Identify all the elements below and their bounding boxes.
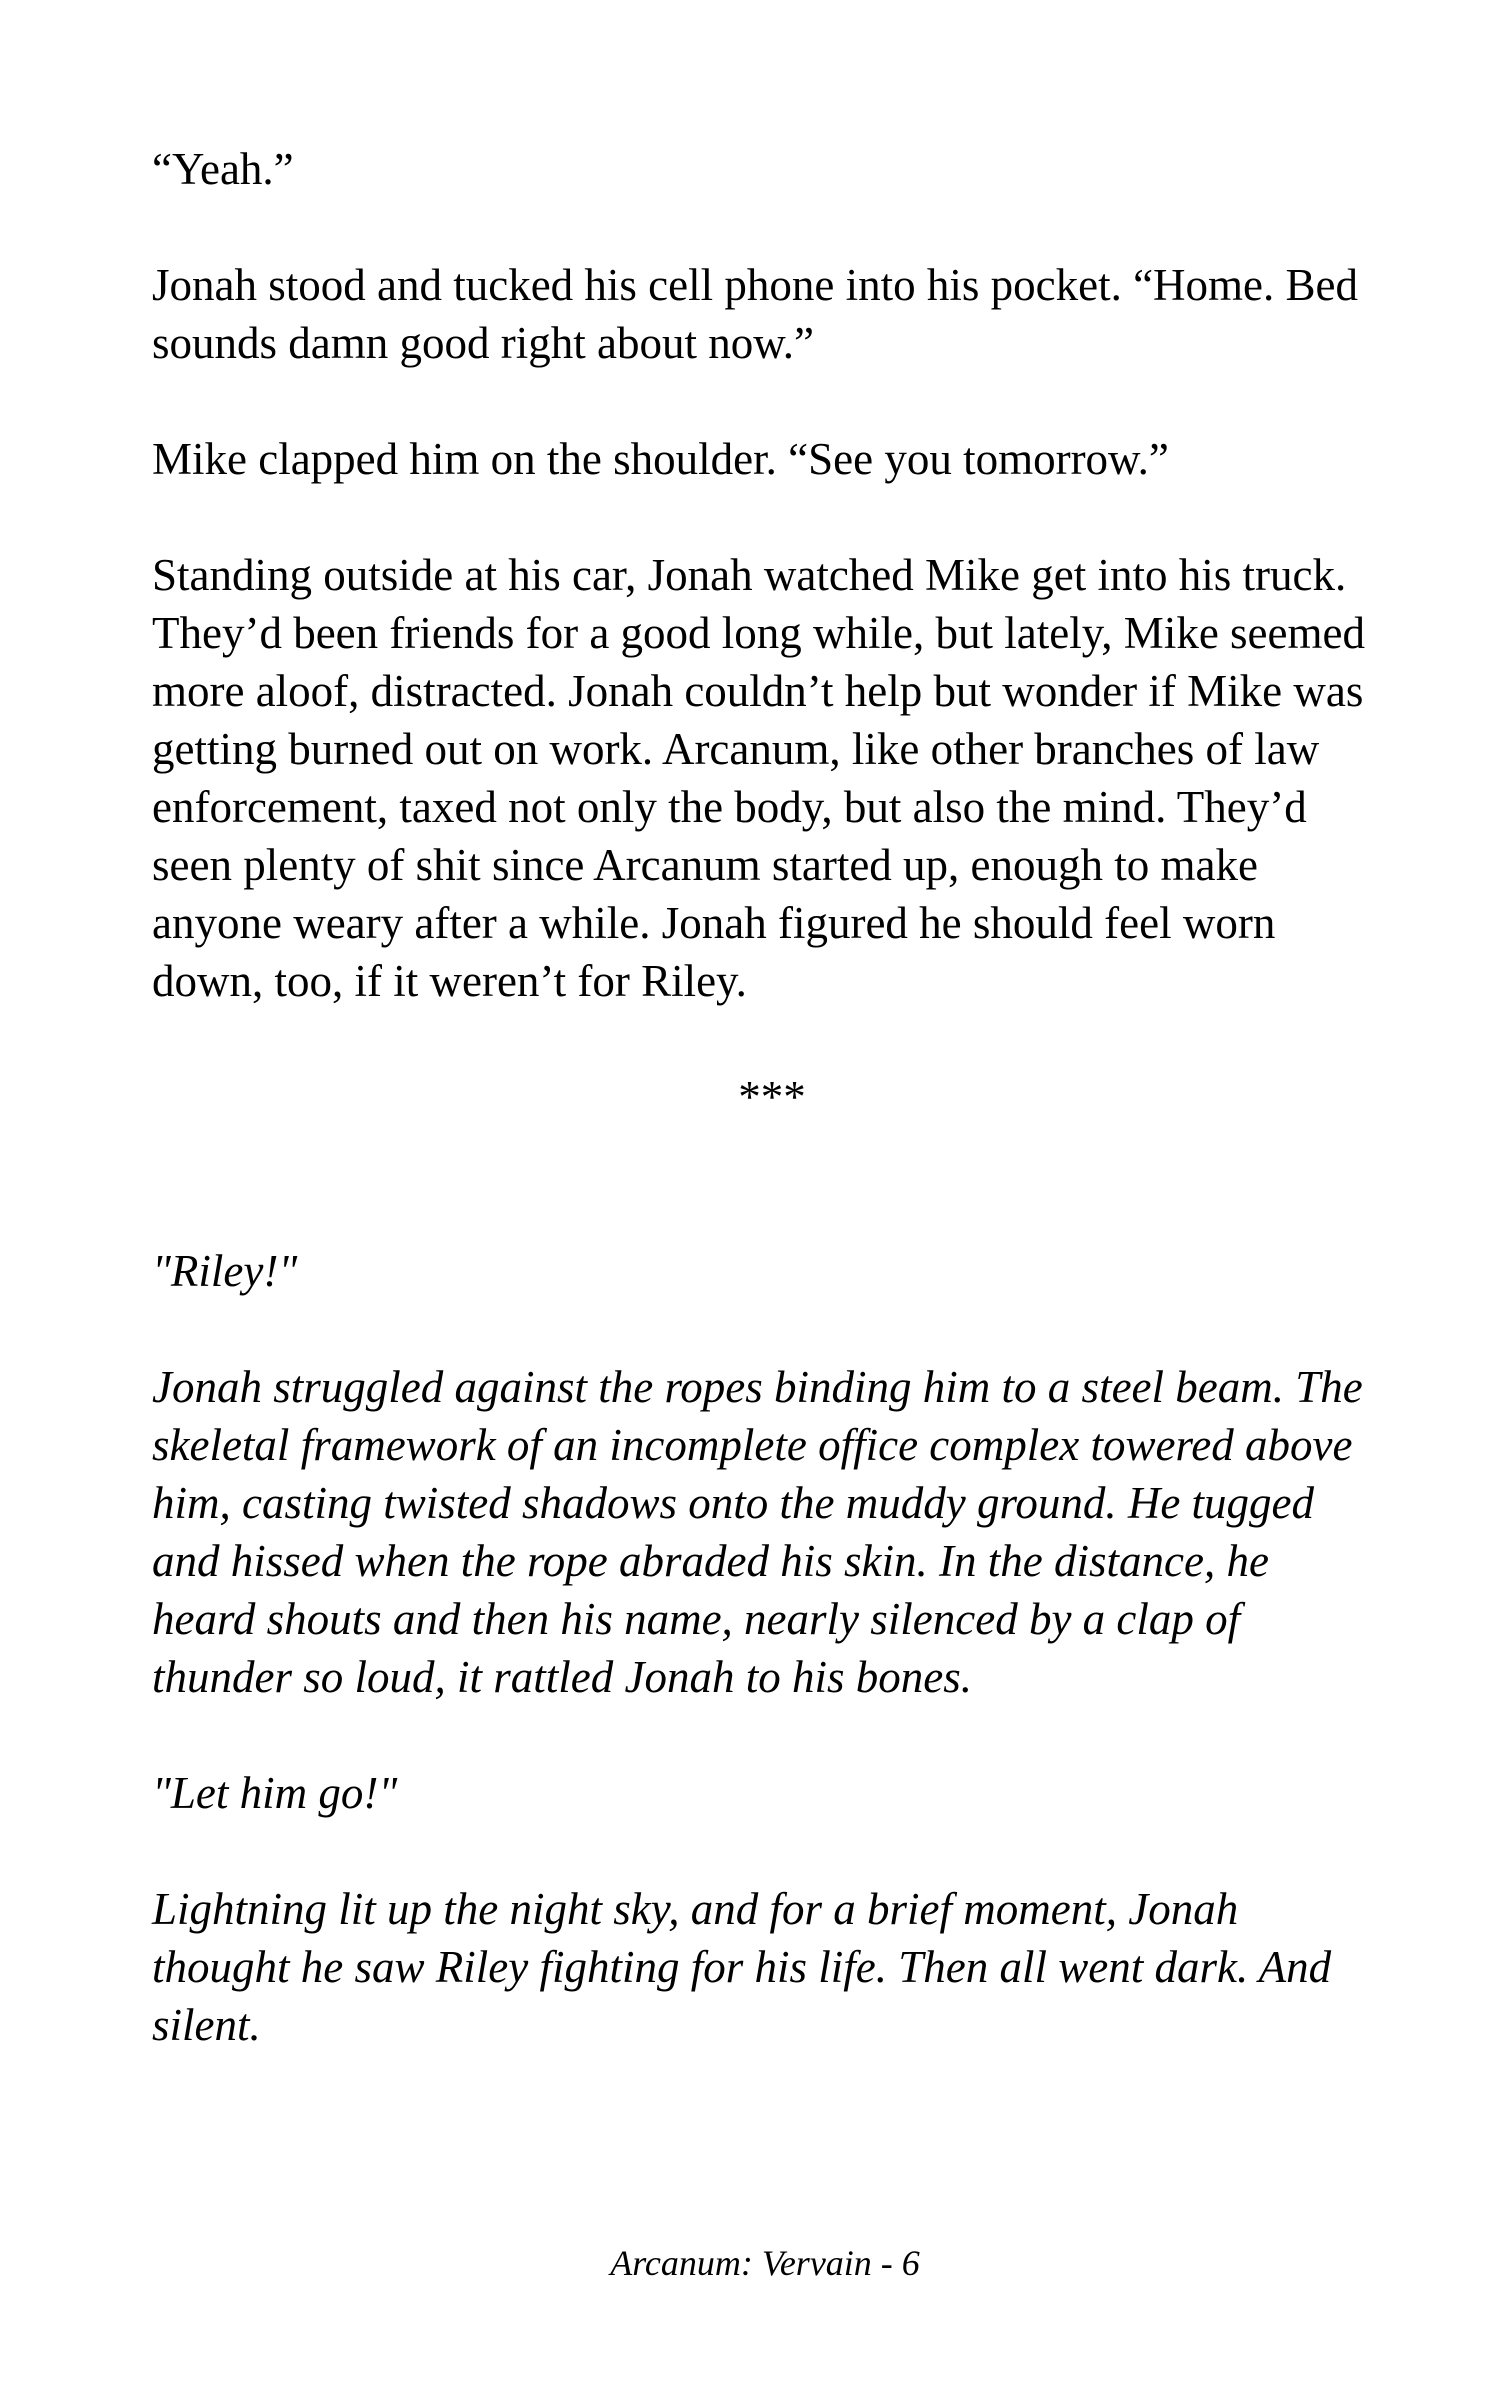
dream-paragraph-lightning: Lightning lit up the night sky, and for a brief moment, Jonah thought he saw Riley fighting for his life. Then all went dark. And silent. [152,1884,1332,2050]
paragraph-standing-outside: Standing outside at his car, Jonah watched Mike get into his truck. They’d been friends for a good long while, but lately, Mike seemed more aloof, distracted. Jonah couldn’t help but wonder if Mike was getting burned out on work. Arcanum, like other branches of law enforcement, taxed not only the body, but also the mind. They’d seen plenty of shit since Arcanum started up, enough to make anyone weary after a while. Jonah figured he should feel worn down, too, if it weren’t for Riley. [152,550,1365,1006]
paragraph-mike-clapped: Mike clapped him on the shoulder. “See you tomorrow.” [152,434,1169,484]
page-body [152,140,1372,2054]
page-footer: Arcanum: Vervain - 6 [610,2243,920,2283]
paragraph-jonah-stood: Jonah stood and tucked his cell phone into his pocket. “Home. Bed sounds damn good right about now.” [152,260,1359,368]
dream-paragraph-ropes: Jonah struggled against the ropes binding him to a steel beam. The skeletal framework of an incomplete office complex towered above him, casting twisted shadows onto the muddy ground. He tugged and hissed when the rope abraded his skin. In the distance, he heard shouts and then his name, nearly silenced by a clap of thunder so loud, it rattled Jonah to his bones. [152,1362,1363,1702]
dream-dialogue-riley: "Riley!" [152,1246,298,1296]
dream-dialogue-let-him-go: "Let him go!" [152,1768,398,1818]
scene-break: *** [738,1072,806,1122]
dialogue-yeah: “Yeah.” [152,144,294,194]
